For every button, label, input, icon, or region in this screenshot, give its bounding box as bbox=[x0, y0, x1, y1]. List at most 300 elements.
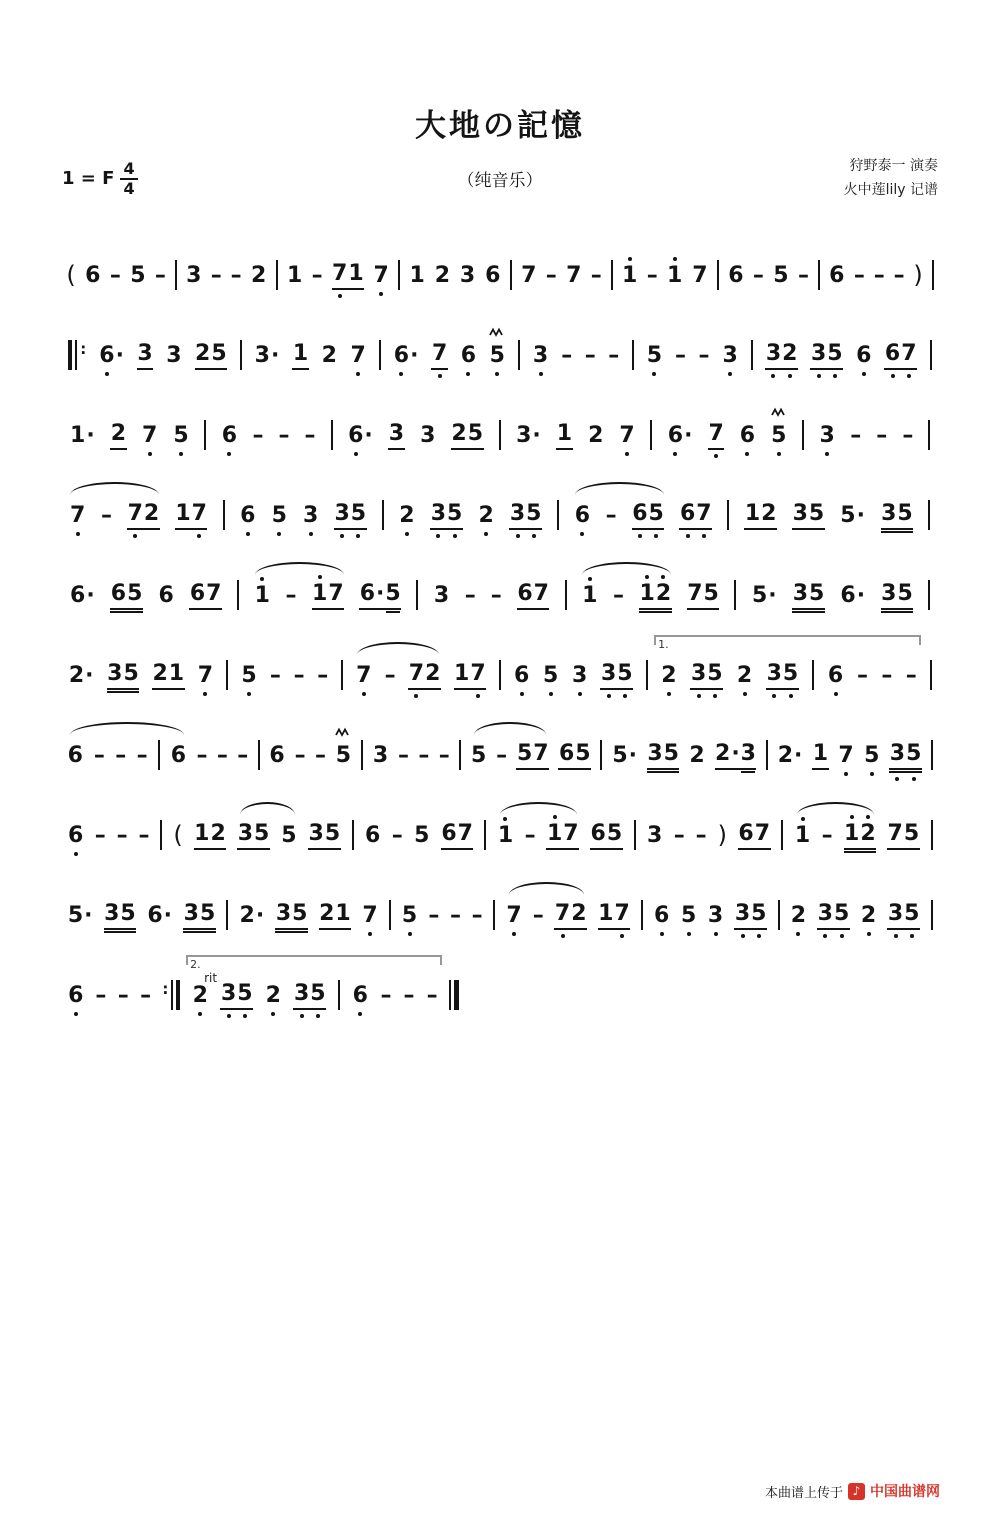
music-line bbox=[62, 869, 938, 930]
barline bbox=[240, 340, 242, 370]
barline bbox=[928, 420, 930, 450]
note: 3 bbox=[166, 342, 182, 368]
note: 3 5 bbox=[817, 903, 850, 930]
slur-group bbox=[492, 816, 585, 850]
octave-dot-below bbox=[580, 532, 584, 536]
duration-dash: – bbox=[116, 822, 128, 848]
note: 7 bbox=[362, 905, 378, 930]
note: 6· bbox=[840, 582, 866, 608]
octave-dot-below bbox=[539, 372, 543, 376]
duration-dash: – bbox=[94, 822, 106, 848]
octave-dot-below bbox=[578, 692, 582, 696]
note: 6 bbox=[170, 742, 187, 768]
duration-dash: – bbox=[646, 262, 658, 288]
note: 6· bbox=[70, 582, 95, 608]
slur-group bbox=[501, 896, 593, 930]
barline bbox=[338, 980, 340, 1010]
slur-group bbox=[62, 736, 192, 770]
note: 7 bbox=[431, 343, 447, 370]
barline bbox=[812, 660, 814, 690]
note: 2 bbox=[790, 905, 806, 930]
slur-group bbox=[232, 816, 303, 850]
duration-dash: – bbox=[418, 742, 430, 768]
barline bbox=[204, 420, 206, 450]
note: 35 bbox=[308, 823, 341, 850]
note: 5 bbox=[130, 262, 146, 288]
duration-dash: – bbox=[471, 902, 483, 928]
note: 67 bbox=[189, 583, 222, 610]
time-signature-numerator: 4 bbox=[120, 160, 137, 180]
octave-dot-below bbox=[772, 694, 776, 698]
duration-dash: – bbox=[210, 262, 222, 288]
note: 6 bbox=[485, 262, 501, 288]
barline bbox=[237, 580, 239, 610]
barline bbox=[258, 740, 260, 770]
barline bbox=[928, 500, 930, 530]
octave-dot-below bbox=[697, 694, 701, 698]
note: 25 bbox=[195, 343, 228, 370]
music-line bbox=[62, 469, 938, 530]
watermark-prefix: 本曲谱上传于 bbox=[764, 1485, 843, 1501]
octave-dot-below bbox=[105, 372, 109, 376]
duration-dash: – bbox=[428, 902, 440, 928]
note: 12 bbox=[194, 823, 227, 850]
music-line bbox=[62, 229, 938, 290]
note: 3 bbox=[819, 425, 835, 450]
note: 3 bbox=[459, 262, 476, 288]
key-signature bbox=[62, 160, 312, 197]
note: 6 bbox=[728, 262, 744, 288]
octave-dot-below bbox=[271, 1012, 275, 1016]
barline bbox=[331, 420, 333, 450]
octave-dot-below bbox=[246, 532, 250, 536]
note: 5 bbox=[680, 905, 696, 930]
note: 75 bbox=[887, 823, 920, 850]
duration-dash: – bbox=[496, 742, 508, 768]
note: 1 bbox=[582, 585, 598, 610]
duration-dash: – bbox=[109, 262, 121, 288]
octave-dot-below bbox=[203, 692, 207, 696]
time-signature bbox=[120, 160, 137, 197]
octave-dot-below bbox=[549, 692, 553, 696]
octave-dot-above bbox=[645, 575, 649, 579]
note: 2 bbox=[860, 905, 876, 930]
barline bbox=[634, 820, 636, 850]
music-line bbox=[62, 789, 938, 850]
parenthesis: ( bbox=[66, 260, 76, 289]
octave-dot-above bbox=[801, 817, 805, 821]
octave-dot-below bbox=[74, 1012, 78, 1016]
note: 1 2 bbox=[844, 823, 877, 850]
octave-dot-below bbox=[825, 452, 829, 456]
octave-dot-below bbox=[638, 534, 642, 538]
octave-dot-below bbox=[338, 294, 342, 298]
octave-dot-below bbox=[316, 1014, 320, 1018]
duration-dash: – bbox=[881, 662, 893, 688]
octave-dot-below bbox=[844, 772, 848, 776]
octave-dot-below bbox=[74, 852, 78, 856]
octave-dot-below bbox=[354, 452, 358, 456]
note: 3 bbox=[722, 345, 738, 370]
note: 2 bbox=[250, 262, 267, 288]
slur-group bbox=[574, 576, 679, 610]
note: 6 bbox=[240, 505, 256, 530]
octave-dot-above bbox=[661, 575, 665, 579]
parenthesis: ( bbox=[173, 820, 183, 849]
subtitle: （纯音乐） bbox=[457, 171, 543, 192]
note: 65 bbox=[590, 823, 623, 850]
duration-dash: – bbox=[893, 262, 905, 288]
barline bbox=[459, 740, 461, 770]
barline bbox=[226, 660, 228, 690]
barline bbox=[158, 740, 160, 770]
duration-dash: – bbox=[902, 422, 914, 448]
note: 3 bbox=[433, 582, 450, 608]
duration-dash: – bbox=[752, 262, 764, 288]
octave-dot-below bbox=[520, 692, 524, 696]
note: 3· bbox=[516, 422, 541, 448]
duration-dash: – bbox=[464, 582, 476, 608]
octave-dot-above bbox=[866, 815, 870, 819]
note: 35 bbox=[647, 743, 680, 770]
note: 1 bbox=[556, 423, 572, 450]
duration-dash: – bbox=[850, 422, 862, 448]
note: 5 bbox=[401, 905, 417, 930]
duration-dash: – bbox=[545, 262, 557, 288]
note: 67 bbox=[441, 823, 474, 850]
octave-dot-below bbox=[408, 932, 412, 936]
trill-icon bbox=[770, 407, 787, 417]
barline bbox=[352, 820, 354, 850]
duration-dash: – bbox=[317, 662, 329, 688]
octave-dot-below bbox=[757, 934, 761, 938]
parenthesis: ) bbox=[717, 820, 727, 849]
note: 6 7 bbox=[884, 343, 917, 370]
octave-dot-below bbox=[227, 452, 231, 456]
barline bbox=[781, 820, 783, 850]
duration-dash: – bbox=[138, 822, 150, 848]
octave-dot-below bbox=[910, 934, 914, 938]
octave-dot-below bbox=[277, 532, 281, 536]
octave-dot-below bbox=[912, 777, 916, 781]
note: 2 bbox=[399, 505, 415, 530]
duration-dash: – bbox=[873, 262, 885, 288]
note: 3 5 bbox=[887, 903, 920, 930]
note: 2 bbox=[689, 742, 705, 768]
note: 5 bbox=[771, 425, 787, 450]
octave-dot-above bbox=[588, 577, 592, 581]
slur-group bbox=[466, 736, 554, 770]
slur-group bbox=[567, 496, 672, 530]
barline bbox=[818, 260, 820, 290]
note: 2 bbox=[736, 665, 752, 690]
octave-dot-below bbox=[713, 694, 717, 698]
barline bbox=[499, 660, 501, 690]
parenthesis: ) bbox=[913, 260, 923, 289]
octave-dot-below bbox=[436, 534, 440, 538]
note: 1 bbox=[409, 262, 425, 288]
octave-dot-below bbox=[620, 934, 624, 938]
barline bbox=[930, 660, 932, 690]
octave-dot-below bbox=[607, 694, 611, 698]
tempo-marking: rit bbox=[204, 970, 218, 985]
barline bbox=[766, 740, 768, 770]
duration-dash: – bbox=[561, 342, 573, 368]
music-line bbox=[62, 949, 465, 1010]
duration-dash: – bbox=[95, 982, 107, 1008]
note: 1 bbox=[497, 825, 513, 850]
duration-dash: – bbox=[117, 982, 129, 1008]
note: 2·3 bbox=[715, 743, 757, 770]
octave-dot-below bbox=[714, 932, 718, 936]
note: 1 bbox=[667, 265, 683, 290]
slur-group bbox=[789, 816, 882, 850]
repeat-start-barline: : bbox=[68, 340, 86, 370]
octave-dot-below bbox=[789, 694, 793, 698]
trill-icon bbox=[489, 327, 506, 337]
duration-dash: – bbox=[93, 742, 105, 768]
duration-dash: – bbox=[608, 342, 620, 368]
octave-dot-below bbox=[741, 934, 745, 938]
note: 6 · bbox=[667, 425, 693, 450]
octave-dot-below bbox=[405, 532, 409, 536]
note: 6 bbox=[856, 345, 872, 370]
note: 1 bbox=[812, 743, 828, 770]
barline bbox=[802, 420, 804, 450]
barline bbox=[650, 420, 652, 450]
note: 2 bbox=[661, 665, 677, 690]
note: 5 bbox=[335, 745, 351, 770]
note: 1· bbox=[70, 422, 95, 448]
barline bbox=[930, 340, 932, 370]
duration-dash: – bbox=[905, 662, 917, 688]
meta-row bbox=[62, 155, 938, 203]
octave-dot-below bbox=[399, 372, 403, 376]
note: 65 bbox=[110, 583, 143, 610]
note: 35 bbox=[881, 503, 914, 530]
octave-dot-below bbox=[687, 932, 691, 936]
duration-dash: – bbox=[278, 422, 290, 448]
note: 7 bbox=[838, 745, 854, 770]
note: 6 bbox=[514, 665, 530, 690]
octave-dot-below bbox=[247, 692, 251, 696]
octave-dot-below bbox=[796, 932, 800, 936]
note: 12 bbox=[744, 503, 777, 530]
note: 7 bbox=[506, 905, 522, 930]
octave-dot-below bbox=[561, 934, 565, 938]
barline bbox=[379, 340, 381, 370]
note: 5 bbox=[271, 505, 287, 530]
transcriber-credit: 火中莲lily 记谱 bbox=[843, 181, 938, 198]
duration-dash: – bbox=[293, 662, 305, 688]
note: 17 bbox=[175, 503, 208, 530]
octave-dot-below bbox=[484, 532, 488, 536]
note: 5· bbox=[612, 742, 637, 768]
note: 6 bbox=[158, 582, 174, 608]
note: 5 bbox=[864, 745, 880, 770]
note: 17 bbox=[454, 663, 487, 690]
octave-dot-below bbox=[673, 452, 677, 456]
note: 6 bbox=[352, 985, 368, 1010]
note: 6·5 bbox=[359, 583, 401, 610]
note: 3 5 bbox=[690, 663, 723, 690]
duration-dash: – bbox=[285, 582, 297, 608]
note: 2 bbox=[110, 423, 126, 450]
note: 75 bbox=[687, 583, 720, 610]
octave-dot-below bbox=[714, 454, 718, 458]
note: 2 bbox=[192, 985, 208, 1010]
duration-dash: – bbox=[384, 662, 396, 688]
note: 21 bbox=[319, 903, 352, 930]
note: 5 bbox=[646, 345, 662, 370]
slur-group bbox=[349, 656, 447, 690]
note: 35 bbox=[881, 583, 914, 610]
barline bbox=[499, 420, 501, 450]
octave-dot-below bbox=[743, 692, 747, 696]
note: 3 bbox=[707, 905, 723, 930]
note: 2· bbox=[239, 902, 265, 928]
barline bbox=[518, 340, 520, 370]
note: 67 bbox=[738, 823, 771, 850]
score bbox=[62, 229, 938, 1010]
octave-dot-below bbox=[870, 772, 874, 776]
note: 2 bbox=[321, 342, 337, 368]
note: 17 bbox=[598, 903, 631, 930]
barline bbox=[751, 340, 753, 370]
page-title: 大地の記憶 bbox=[415, 108, 585, 144]
duration-dash: – bbox=[524, 822, 536, 848]
octave-dot-above bbox=[318, 575, 322, 579]
time-signature-denominator: 4 bbox=[123, 178, 135, 198]
octave-dot-below bbox=[728, 372, 732, 376]
note: 3 bbox=[186, 262, 202, 288]
note: 6 5 bbox=[632, 503, 665, 530]
duration-dash: – bbox=[490, 582, 502, 608]
note: 3 5 bbox=[293, 983, 326, 1010]
barline bbox=[727, 500, 729, 530]
note: 5 bbox=[281, 822, 297, 848]
octave-dot-below bbox=[512, 932, 516, 936]
octave-dot-below bbox=[309, 532, 313, 536]
octave-dot-below bbox=[362, 692, 366, 696]
octave-dot-above bbox=[628, 257, 632, 261]
note: 3 bbox=[137, 343, 153, 370]
note: 6 bbox=[654, 905, 670, 930]
volta-label: 2. bbox=[190, 957, 201, 971]
duration-dash: – bbox=[403, 982, 415, 1008]
duration-dash: – bbox=[115, 742, 127, 768]
duration-dash: – bbox=[136, 742, 148, 768]
duration-dash: – bbox=[216, 742, 228, 768]
note: 7 bbox=[356, 665, 372, 690]
duration-dash: – bbox=[252, 422, 264, 448]
duration-dash: – bbox=[605, 502, 617, 528]
note: 5 bbox=[543, 665, 559, 690]
note: 1 bbox=[254, 585, 270, 610]
note: 7 bbox=[619, 425, 635, 450]
barline bbox=[928, 580, 930, 610]
octave-dot-below bbox=[895, 777, 899, 781]
note: 6 bbox=[829, 262, 845, 288]
note: 6· bbox=[147, 902, 173, 928]
barline bbox=[600, 740, 602, 770]
duration-dash: – bbox=[391, 822, 403, 848]
barline bbox=[646, 660, 648, 690]
octave-dot-below bbox=[745, 452, 749, 456]
note: 3 bbox=[372, 742, 389, 768]
octave-dot-below bbox=[466, 372, 470, 376]
duration-dash: – bbox=[154, 262, 166, 288]
note: 7 bbox=[566, 262, 582, 288]
watermark bbox=[765, 1481, 940, 1501]
note: 1 2 bbox=[639, 583, 672, 610]
barline bbox=[382, 500, 384, 530]
octave-dot-below bbox=[133, 534, 137, 538]
duration-dash: – bbox=[426, 982, 438, 1008]
octave-dot-below bbox=[907, 374, 911, 378]
note: 5 bbox=[414, 822, 430, 848]
note: 35 bbox=[104, 903, 137, 930]
octave-dot-below bbox=[667, 692, 671, 696]
note: 35 bbox=[792, 503, 825, 530]
octave-dot-below bbox=[686, 534, 690, 538]
performer-credit: 狩野泰一 演奏 bbox=[849, 158, 938, 174]
note: 5· bbox=[751, 582, 777, 608]
octave-dot-below bbox=[771, 374, 775, 378]
note: 2 bbox=[434, 262, 451, 288]
duration-dash: – bbox=[673, 822, 685, 848]
note: 7 bbox=[70, 505, 86, 530]
repeat-end-barline: : bbox=[162, 980, 180, 1010]
octave-dot-below bbox=[702, 534, 706, 538]
duration-dash: – bbox=[797, 262, 809, 288]
duration-dash: – bbox=[695, 822, 707, 848]
octave-dot-below bbox=[438, 374, 442, 378]
barline bbox=[611, 260, 613, 290]
duration-dash: – bbox=[100, 502, 112, 528]
barline bbox=[510, 260, 512, 290]
barline bbox=[931, 740, 933, 770]
note: 25 bbox=[451, 423, 484, 450]
barline bbox=[341, 660, 343, 690]
octave-dot-below bbox=[817, 374, 821, 378]
octave-dot-below bbox=[495, 372, 499, 376]
duration-dash: – bbox=[584, 342, 596, 368]
barline bbox=[493, 900, 495, 930]
note: 2 bbox=[588, 422, 604, 448]
note: 7 1 bbox=[332, 263, 365, 290]
barline bbox=[276, 260, 278, 290]
note: 2· bbox=[68, 662, 94, 688]
barline bbox=[175, 260, 177, 290]
note: 5 bbox=[173, 425, 189, 450]
note: 1 7 bbox=[312, 583, 345, 610]
note: 5· bbox=[67, 902, 93, 928]
octave-dot-above bbox=[260, 577, 264, 581]
note: 6 · bbox=[99, 345, 125, 370]
octave-dot-below bbox=[76, 532, 80, 536]
octave-dot-below bbox=[358, 1012, 362, 1016]
duration-dash: – bbox=[438, 742, 450, 768]
octave-dot-below bbox=[652, 372, 656, 376]
duration-dash: – bbox=[380, 982, 392, 1008]
octave-dot-below bbox=[516, 534, 520, 538]
octave-dot-below bbox=[197, 534, 201, 538]
note: 6 bbox=[827, 665, 843, 690]
octave-dot-above bbox=[553, 815, 557, 819]
note: 5 bbox=[241, 665, 257, 690]
octave-dot-below bbox=[894, 934, 898, 938]
